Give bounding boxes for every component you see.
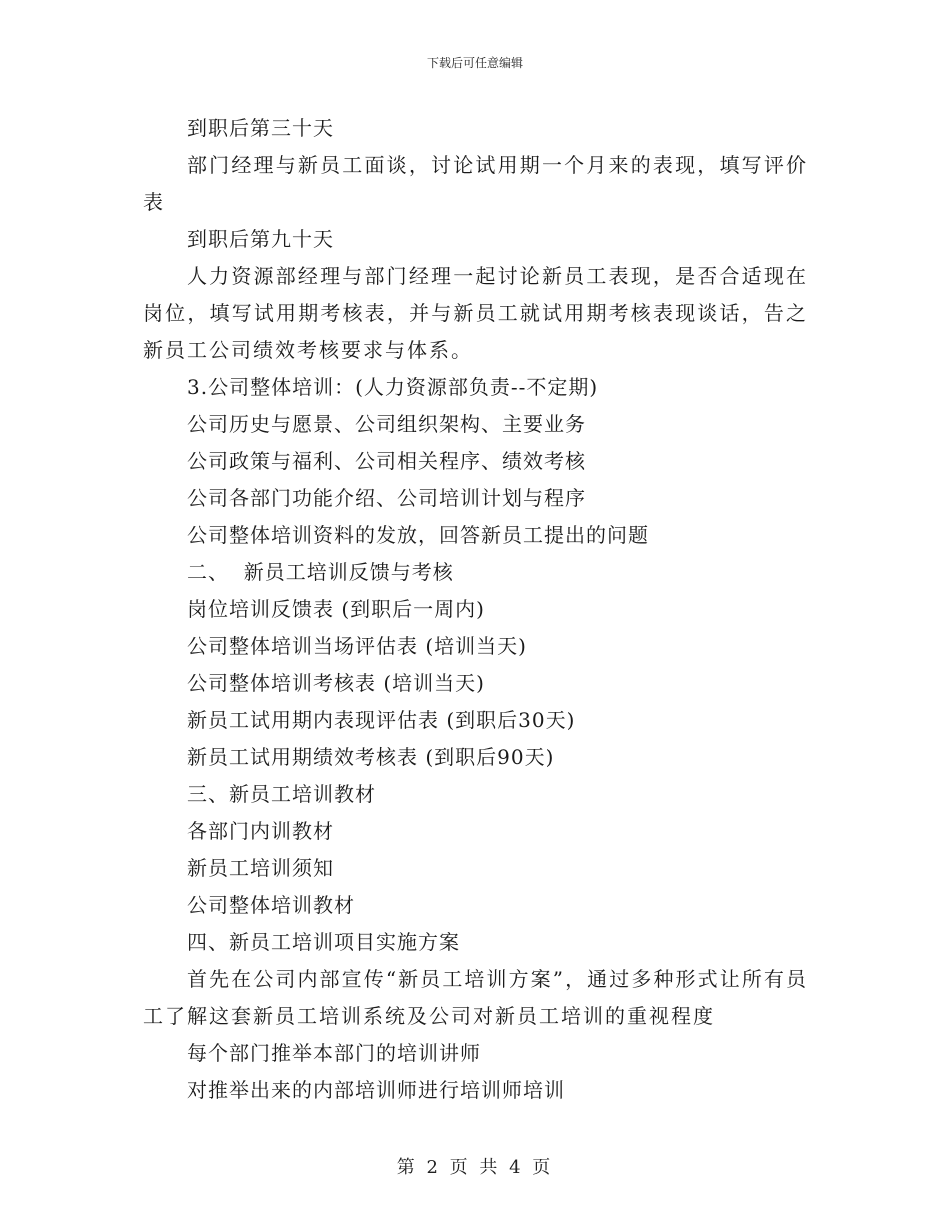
footer-label-page: 第: [396, 1157, 418, 1178]
paragraph: 部门经理与新员工面谈，讨论试用期一个月来的表现，填写评价表: [143, 153, 808, 214]
footer-label-page-unit: 页: [449, 1157, 471, 1178]
paragraph: 公司整体培训考核表 (培训当天): [187, 671, 485, 695]
paragraph: 新员工培训须知: [187, 856, 334, 880]
paragraph: 岗位培训反馈表 (到职后一周内): [187, 597, 485, 621]
paragraph: 公司整体培训教材: [187, 893, 355, 917]
paragraph: 对推举出来的内部培训师进行培训师培训: [187, 1078, 565, 1102]
section-heading: 二、 新员工培训反馈与考核: [187, 560, 454, 584]
footer-current-page: 2: [426, 1157, 441, 1178]
paragraph: 新员工试用期绩效考核表 (到职后90天): [187, 745, 555, 769]
paragraph: 公司整体培训资料的发放，回答新员工提出的问题: [187, 523, 649, 547]
paragraph: 公司历史与愿景、公司组织架构、主要业务: [187, 412, 586, 436]
section-heading: 三、新员工培训教材: [187, 782, 376, 806]
paragraph: 各部门内训教材: [187, 819, 334, 843]
paragraph: 公司各部门功能介绍、公司培训计划与程序: [187, 486, 586, 510]
paragraph: 到职后第三十天: [187, 116, 334, 140]
page-header-note: 下载后可任意编辑: [426, 56, 523, 70]
footer-label-total: 共: [479, 1157, 501, 1178]
page-number-footer: [0, 1153, 950, 1179]
paragraph: 到职后第九十天: [187, 227, 334, 251]
document-body: [143, 110, 808, 1109]
section-item-heading: 3.公司整体培训：(人力资源部负责--不定期): [187, 375, 599, 399]
paragraph: 首先在公司内部宣传“新员工培训方案”，通过多种形式让所有员工了解这套新员工培训系统及公司对新员工培训的重视程度: [143, 967, 808, 1028]
paragraph: 公司政策与福利、公司相关程序、绩效考核: [187, 449, 586, 473]
section-heading: 四、新员工培训项目实施方案: [187, 930, 460, 954]
paragraph: 公司整体培训当场评估表 (培训当天): [187, 634, 527, 658]
footer-total-pages: 4: [509, 1157, 524, 1178]
footer-label-total-unit: 页: [532, 1157, 554, 1178]
paragraph: 每个部门推举本部门的培训讲师: [187, 1041, 481, 1065]
paragraph: 人力资源部经理与部门经理一起讨论新员工表现，是否合适现在岗位，填写试用期考核表，并与新员工就试用期考核表现谈话，告之新员工公司绩效考核要求与体系。: [143, 264, 808, 362]
paragraph: 新员工试用期内表现评估表 (到职后30天): [187, 708, 576, 732]
